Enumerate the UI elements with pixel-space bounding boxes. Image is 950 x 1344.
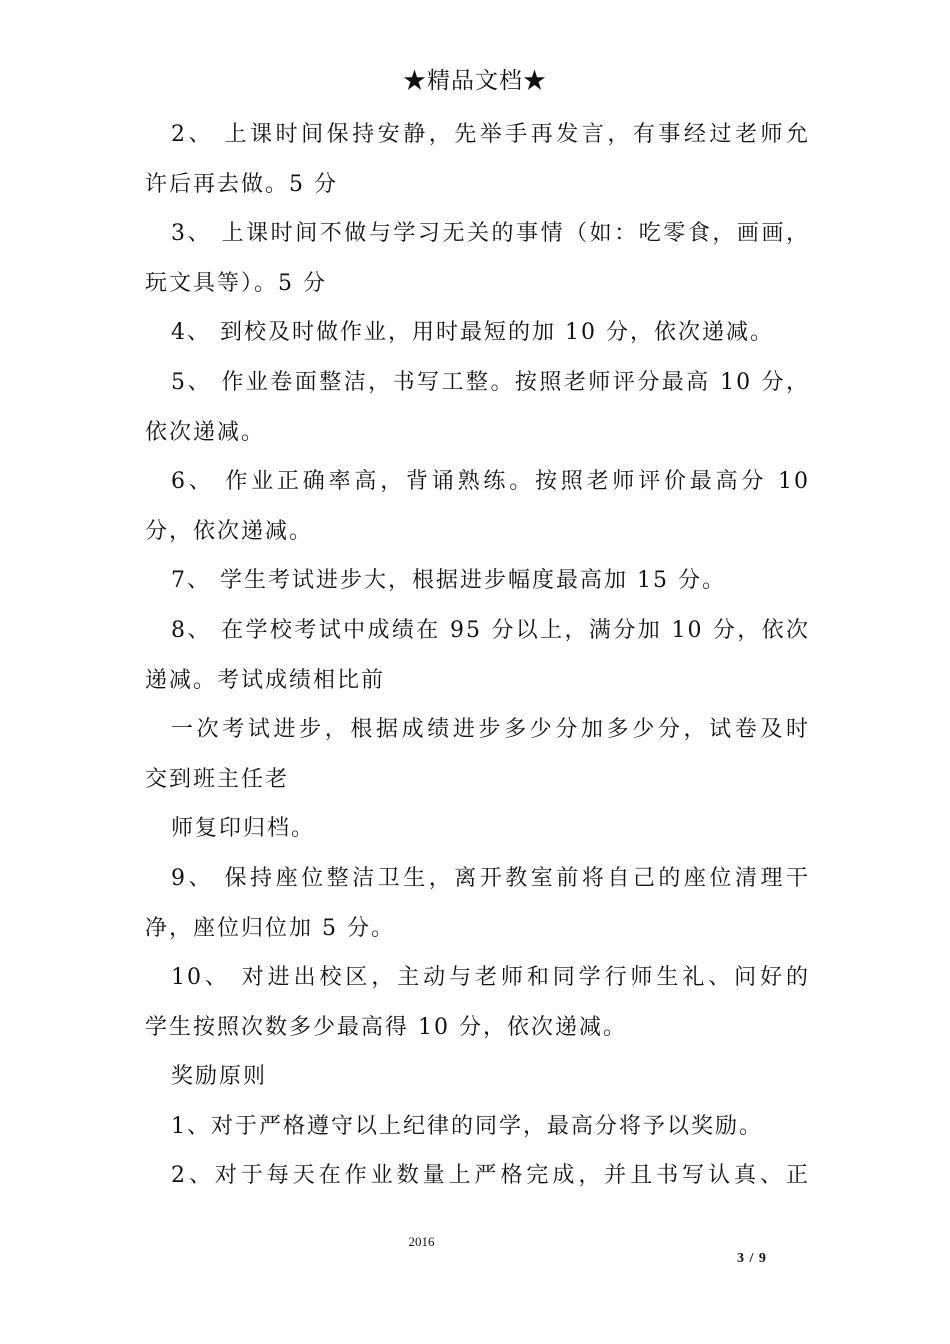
rule-10-line-1: 10、 对进出校区，主动与老师和同学行师生礼、问好的 xyxy=(171,965,810,991)
rule-3-line-1: 3、 上课时间不做与学习无关的事情（如：吃零食，画画， xyxy=(171,221,810,247)
rule-9-line-1: 9、 保持座位整洁卫生，离开教室前将自己的座位清理干 xyxy=(171,865,810,891)
rule-5-line-2: 依次递减。 xyxy=(145,419,266,445)
rule-8-line-1: 8、 在学校考试中成绩在 95 分以上，满分加 10 分，依次 xyxy=(171,617,810,643)
rule-2-line-1: 2、 上课时间保持安静，先举手再发言，有事经过老师允 xyxy=(171,122,810,147)
rule-6-line-2: 分，依次递减。 xyxy=(145,518,314,544)
rule-9-line-2: 净，座位归位加 5 分。 xyxy=(145,915,395,941)
rule-8-line-2: 递减。考试成绩相比前 xyxy=(145,667,386,693)
rule-6-line-1: 6、 作业正确率高，背诵熟练。按照老师评价最高分 10 xyxy=(171,469,810,495)
reward-2-line-1: 2、对于每天在作业数量上严格完成，并且书写认真、正 xyxy=(171,1163,810,1189)
rule-7-line-1: 7、 学生考试进步大，根据进步幅度最高加 15 分。 xyxy=(171,568,726,594)
document-header-title: ★精品文档★ xyxy=(403,68,547,94)
rule-3-line-2: 玩文具等）。5 分 xyxy=(145,270,327,296)
footer-year: 2016 xyxy=(408,1234,435,1249)
rule-2-line-2: 许后再去做。5 分 xyxy=(145,171,338,197)
rule-8-line-5: 师复印归档。 xyxy=(171,816,316,842)
page-number: 3 / 9 xyxy=(737,1251,767,1266)
rule-8-line-3: 一次考试进步，根据成绩进步多少分加多少分，试卷及时 xyxy=(171,717,810,743)
rule-4-line-1: 4、 到校及时做作业，用时最短的加 10 分，依次递减。 xyxy=(171,320,774,346)
document-body xyxy=(145,117,810,1208)
reward-principles-heading: 奖励原则 xyxy=(171,1064,268,1090)
rule-10-line-2: 学生按照次数多少最高得 10 分，依次递减。 xyxy=(145,1014,627,1040)
rule-5-line-1: 5、 作业卷面整洁，书写工整。按照老师评分最高 10 分， xyxy=(171,369,810,395)
rule-8-line-4: 交到班主任老 xyxy=(145,766,290,792)
reward-1-line-1: 1、对于严格遵守以上纪律的同学，最高分将予以奖励。 xyxy=(171,1113,763,1139)
